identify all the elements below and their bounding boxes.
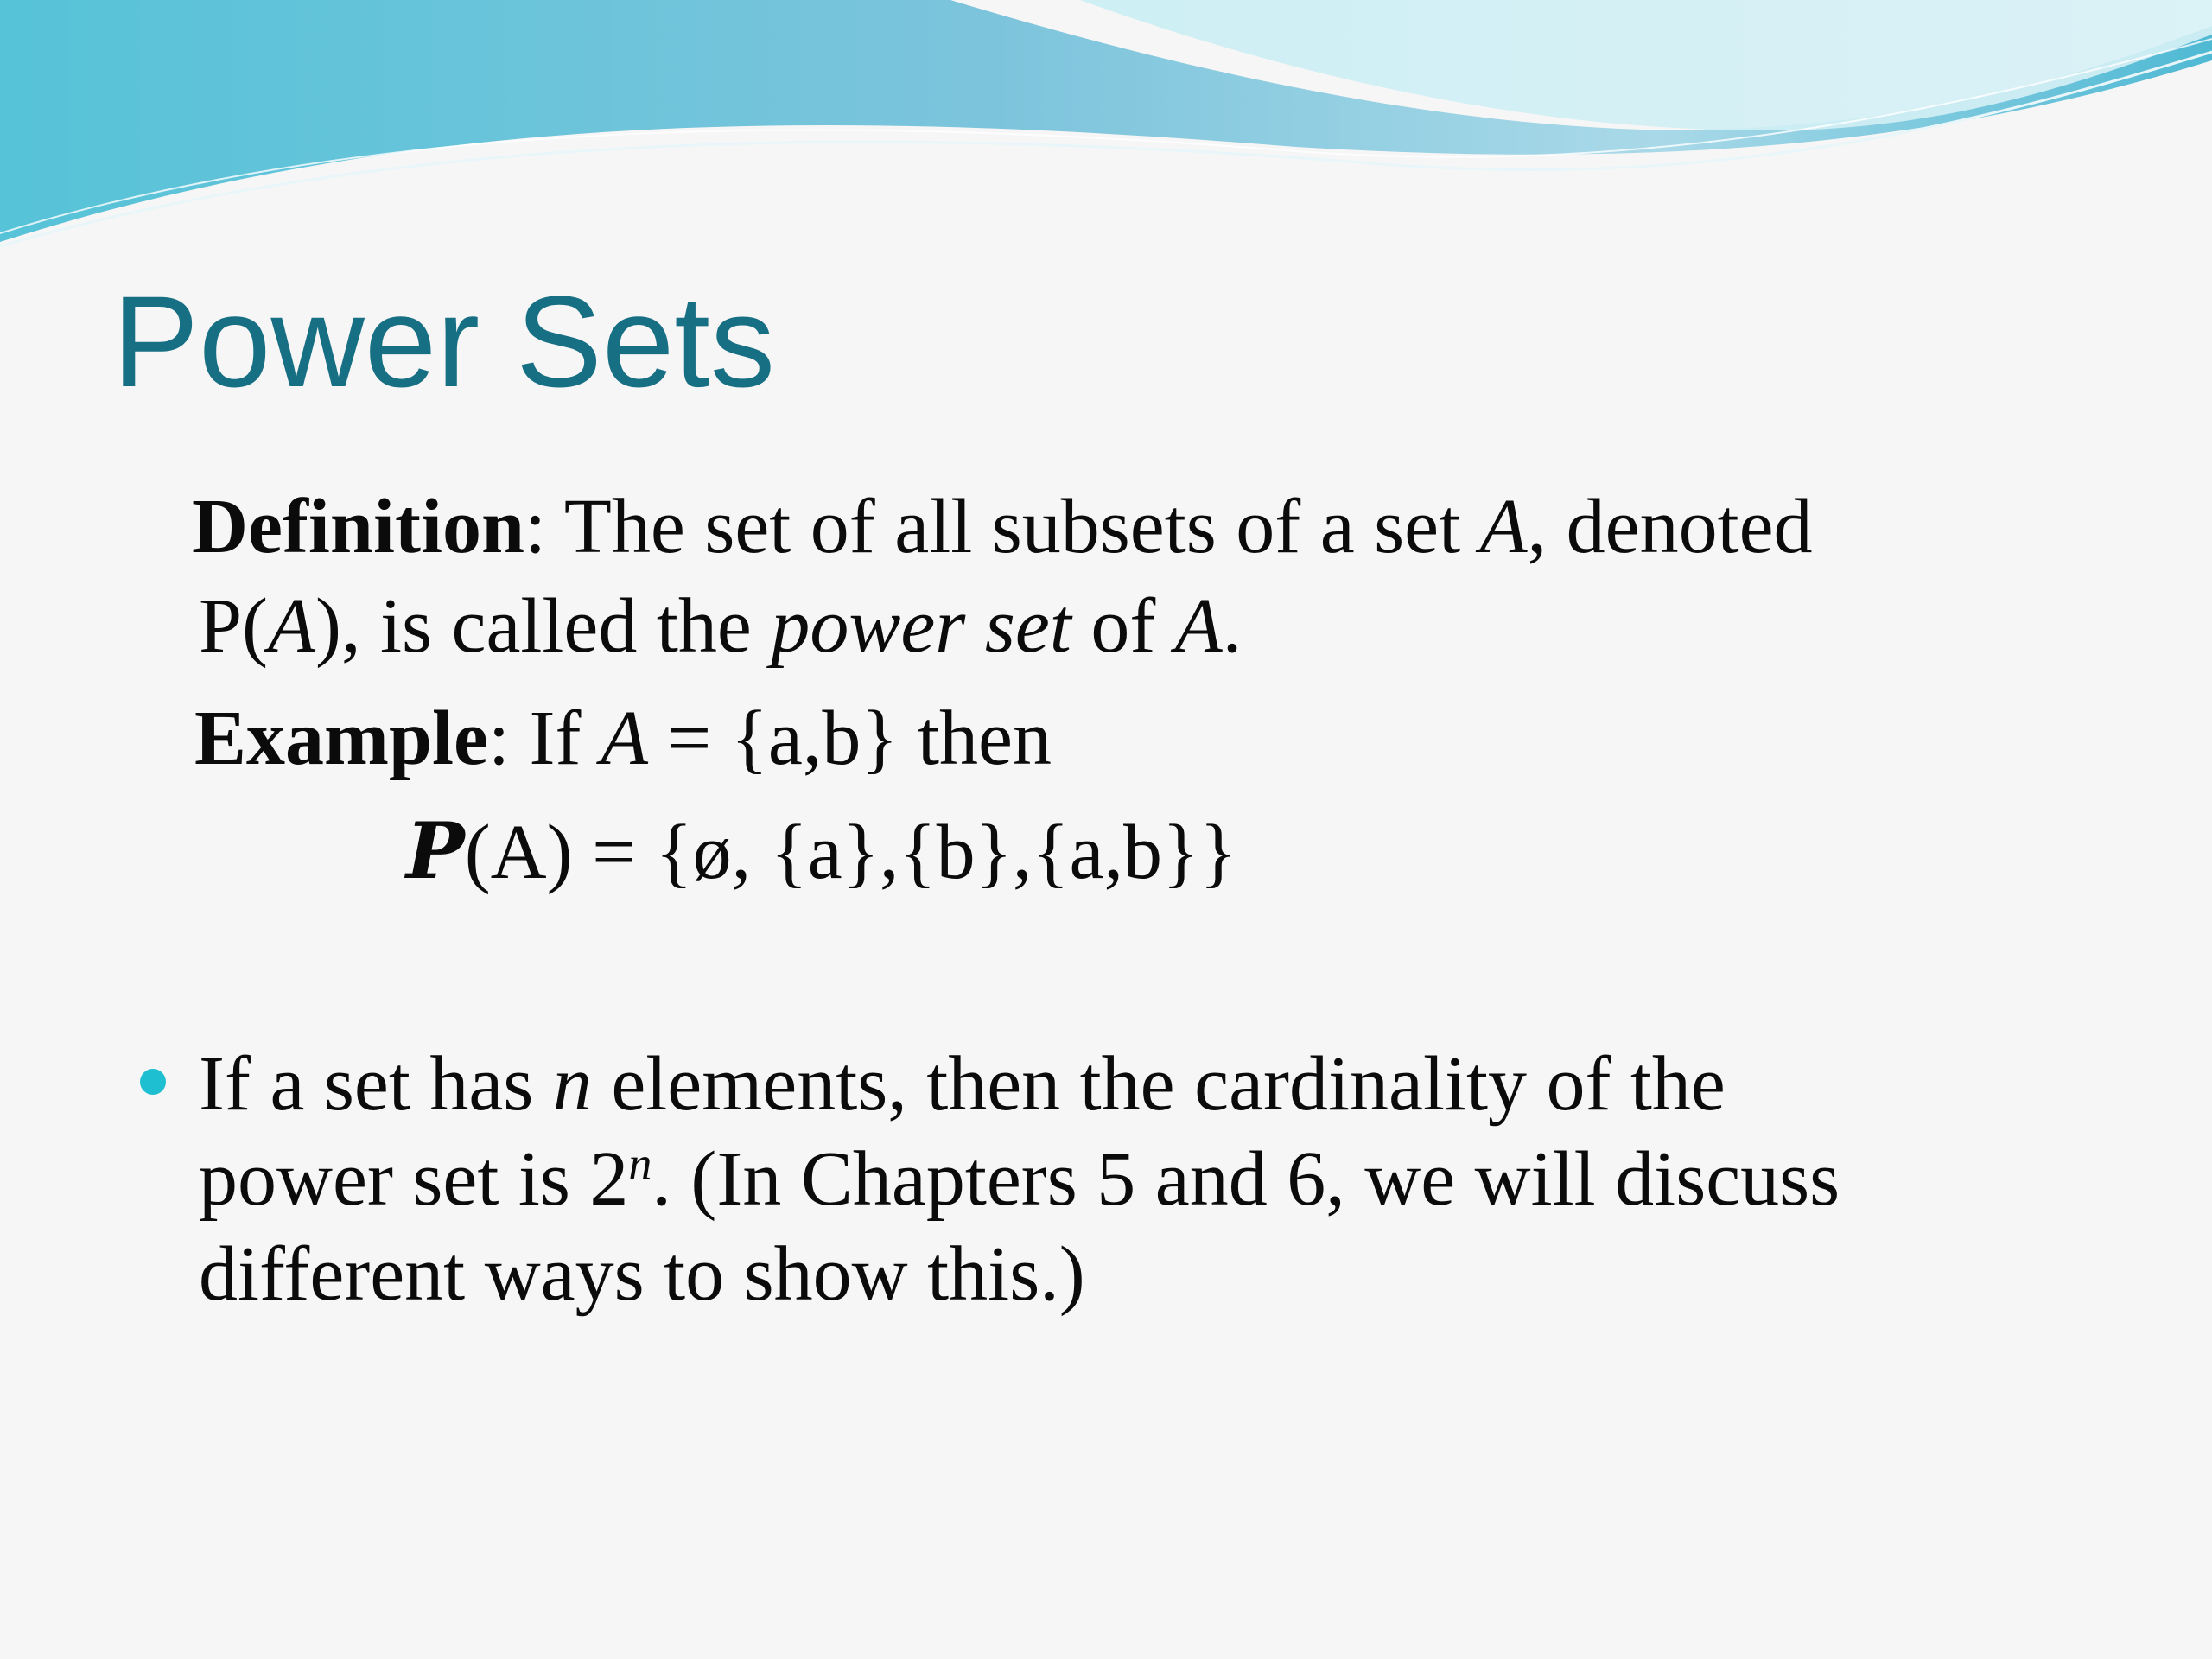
definition-var-a: A: [1479, 484, 1528, 569]
slide-title: Power Sets: [112, 269, 775, 414]
definition-p-close: ), is called the: [315, 583, 772, 669]
definition-text-2: , denoted: [1527, 484, 1813, 569]
bullet-line-2: [199, 1136, 1840, 1222]
definition-term: power set: [771, 583, 1071, 669]
header-wave-decoration: [0, 0, 2212, 259]
bullet-dot-icon: [140, 1069, 166, 1095]
bullet-line2-sup: n: [628, 1137, 652, 1190]
bullet-line1-a: If a set has: [199, 1041, 553, 1127]
bullet-line1-var: n: [552, 1041, 592, 1127]
definition-p-symbol: P(: [199, 583, 269, 669]
definition-text-1: : The set of all subsets of a set: [524, 484, 1480, 569]
definition-text-3: of: [1071, 583, 1175, 669]
example-text-2: = {a,b} then: [647, 696, 1052, 781]
example-line-1: [194, 696, 1052, 781]
example-formula: [406, 805, 1237, 897]
example-formula-text: (A) = {ø, {a},{b},{a,b}}: [464, 810, 1237, 895]
example-label: Example: [194, 696, 489, 781]
bullet-line2-a: power set is 2: [199, 1136, 629, 1222]
bullet-line2-b: . (In Chapters 5 and 6, we will discuss: [652, 1136, 1840, 1222]
definition-line-2: [199, 583, 1243, 669]
definition-end: .: [1222, 583, 1243, 669]
bullet-line-3: different ways to show this.): [199, 1231, 1085, 1317]
definition-label: Definition: [192, 484, 525, 569]
definition-line-1: [192, 484, 1813, 569]
bullet-line1-b: elements, then the cardinality of the: [591, 1041, 1726, 1127]
bullet-line-1: [199, 1041, 1726, 1127]
definition-p-var: A: [268, 583, 316, 669]
definition-var-a2: A: [1174, 583, 1223, 669]
example-var-a: A: [600, 696, 648, 781]
power-set-symbol: P: [406, 805, 465, 897]
example-text-1: : If: [488, 696, 601, 781]
